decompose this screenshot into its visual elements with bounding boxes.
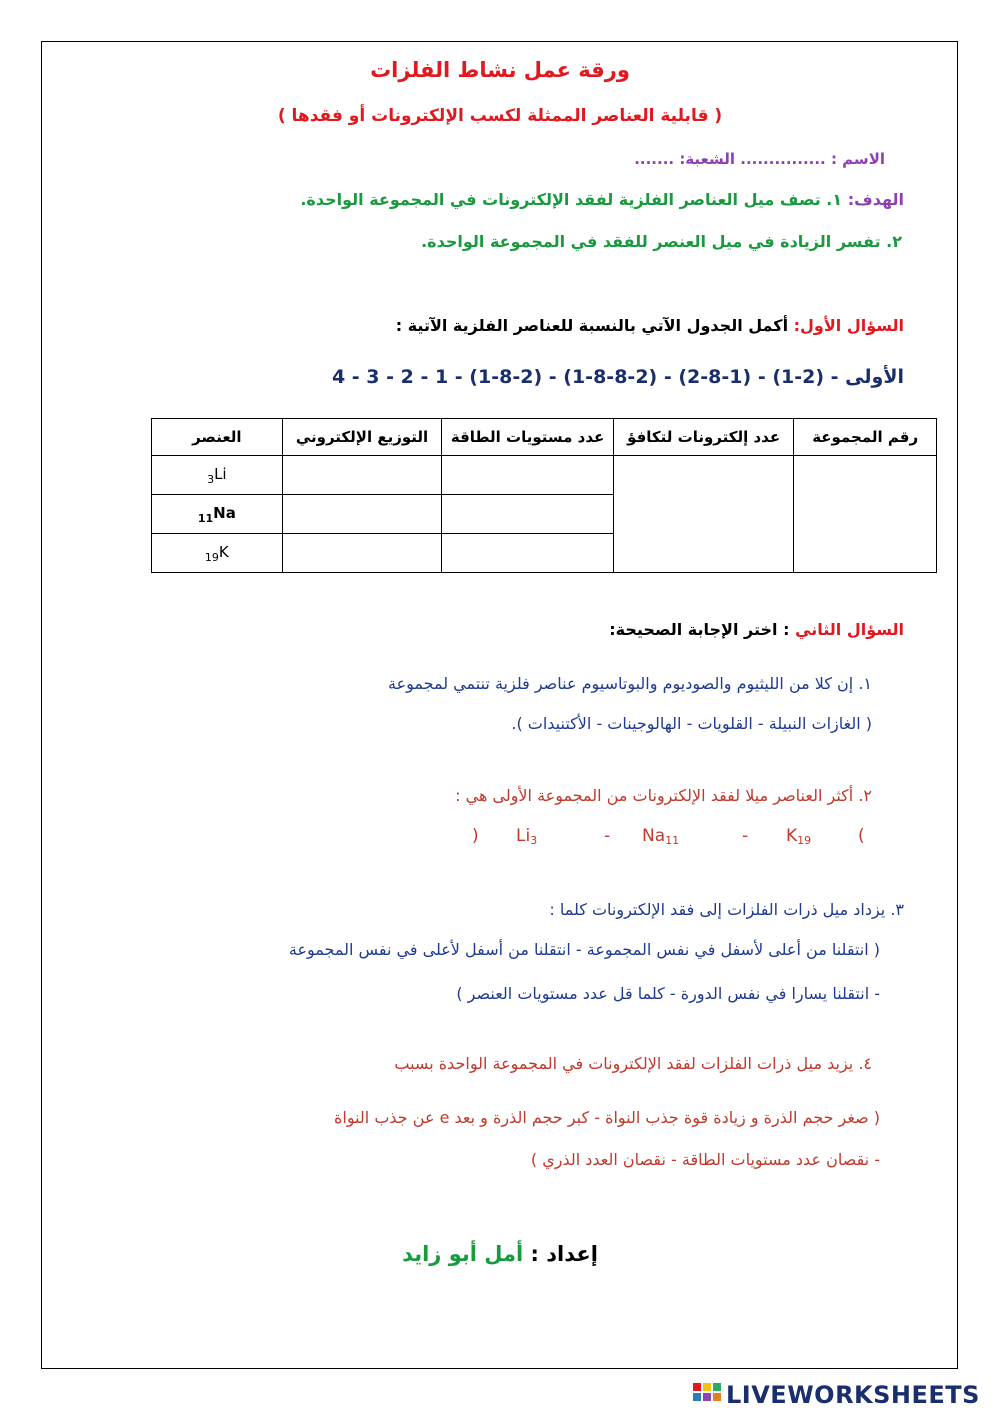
choice-li[interactable]: [516, 826, 537, 847]
question-2: [609, 620, 904, 639]
choice-li-number: 3: [530, 834, 538, 847]
energy-levels-cell[interactable]: [442, 495, 614, 534]
q2-item2-stem: ٢. أكثر العناصر ميلا لفقد الإلكترونات من المجموعة الأولى هي :: [455, 786, 872, 805]
choice-li-symbol: Li: [516, 826, 531, 846]
q2-item3-line2[interactable]: - انتقلنا يسارا في نفس الدورة - كلما قل عدد مستويات العنصر ): [456, 984, 880, 1003]
electron-config-cell[interactable]: [282, 534, 442, 573]
question-2-text: : اختر الإجابة الصحيحة:: [609, 620, 796, 639]
choice-na[interactable]: [642, 826, 679, 847]
choice-k-number: 19: [797, 834, 812, 847]
header-group-number: رقم المجموعة: [794, 419, 937, 456]
objective-label: الهدف:: [847, 190, 904, 209]
atomic-number: 19: [204, 550, 219, 564]
worksheet-title: ورقة عمل نشاط الفلزات: [370, 58, 630, 82]
element-symbol: Li: [214, 464, 227, 483]
question-2-label: السؤال الثاني: [795, 620, 904, 639]
element-cell: [152, 456, 283, 495]
q2-item3-line1[interactable]: ( انتقلنا من أعلى لأسفل في نفس المجموعة - انتقلنا من أسفل لأعلى في نفس المجموعة: [288, 940, 880, 959]
q2-item1-stem: ١. إن كلا من الليثيوم والصوديوم والبوتاسيوم عناصر فلزية تنتمي لمجموعة: [388, 674, 872, 693]
element-cell: [152, 495, 283, 534]
element-cell: [152, 534, 283, 573]
author-label: إعداد :: [523, 1242, 598, 1266]
energy-levels-cell[interactable]: [442, 456, 614, 495]
element-symbol: K: [218, 542, 229, 561]
dash-1: -: [604, 826, 611, 846]
author-name: أمل أبو زايد: [402, 1242, 524, 1266]
group-number-cell[interactable]: [794, 456, 937, 573]
liveworksheets-logo-icon: [692, 1381, 722, 1407]
element-symbol: Na: [213, 503, 236, 522]
header-valence-electrons: عدد إلكترونات لتكافؤ: [613, 419, 793, 456]
q2-item3-stem: ٣. يزداد ميل ذرات الفلزات إلى فقد الإلكترونات كلما :: [549, 900, 904, 919]
table-header-row: [152, 419, 937, 456]
author-line: [0, 1242, 1000, 1266]
choice-k-symbol: K: [786, 826, 798, 846]
question-1: [396, 316, 904, 335]
header-element: العنصر: [152, 419, 283, 456]
liveworksheets-brand: LIVEWORKSHEETS: [726, 1381, 980, 1409]
question-1-options: 4 - 3 - 2 - 1 - الأولى - (2-1) - (1-8-2) - (2-8-8-1) - (2-8-1): [331, 366, 904, 388]
q2-item4-stem: ٤. يزيد ميل ذرات الفلزات لفقد الإلكترونات في المجموعة الواحدة بسبب: [394, 1054, 872, 1073]
question-1-label: السؤال الأول:: [793, 316, 904, 335]
paren-open: ): [472, 826, 479, 846]
name-section-line: الاسم : ............... الشعبة: .......: [634, 150, 885, 168]
choice-na-number: 11: [665, 834, 680, 847]
header-electron-config: التوزيع الإلكتروني: [282, 419, 442, 456]
valence-electrons-cell[interactable]: [613, 456, 793, 573]
energy-levels-cell[interactable]: [442, 534, 614, 573]
atomic-number: 11: [197, 511, 214, 525]
elements-table: [151, 418, 937, 573]
liveworksheets-logo: [692, 1381, 992, 1407]
header-energy-levels: عدد مستويات الطاقة: [442, 419, 614, 456]
choice-k[interactable]: [786, 826, 811, 847]
q2-item1-choices[interactable]: ( الغازات النبيلة - القلويات - الهالوجينات - الأكتنيدات ).: [511, 714, 872, 733]
electron-config-cell[interactable]: [282, 495, 442, 534]
q2-item4-line2[interactable]: - نقصان عدد مستويات الطاقة - نقصان العدد الذري ): [530, 1150, 880, 1169]
paren-close: (: [858, 826, 865, 846]
objective-1: [300, 190, 904, 209]
q2-item4-line1[interactable]: ( صغر حجم الذرة و زيادة قوة جذب النواة - كبر حجم الذرة و بعد e عن جذب النواة: [334, 1108, 880, 1127]
worksheet-subtitle: ( قابلية العناصر الممثلة لكسب الإلكترونات أو فقدها ): [277, 106, 723, 126]
objective-2: ٢. تفسر الزيادة في ميل العنصر للفقد في المجموعة الواحدة.: [421, 232, 902, 251]
question-1-text: أكمل الجدول الآتي بالنسبة للعناصر الفلزية الآتية :: [395, 316, 789, 335]
dash-2: -: [742, 826, 749, 846]
atomic-number: 3: [207, 472, 215, 486]
table-row: [152, 456, 937, 495]
electron-config-cell[interactable]: [282, 456, 442, 495]
choice-na-symbol: Na: [642, 826, 666, 846]
objective-1-text: ١. تصف ميل العناصر الفلزية لفقد الإلكترونات في المجموعة الواحدة.: [300, 190, 843, 209]
